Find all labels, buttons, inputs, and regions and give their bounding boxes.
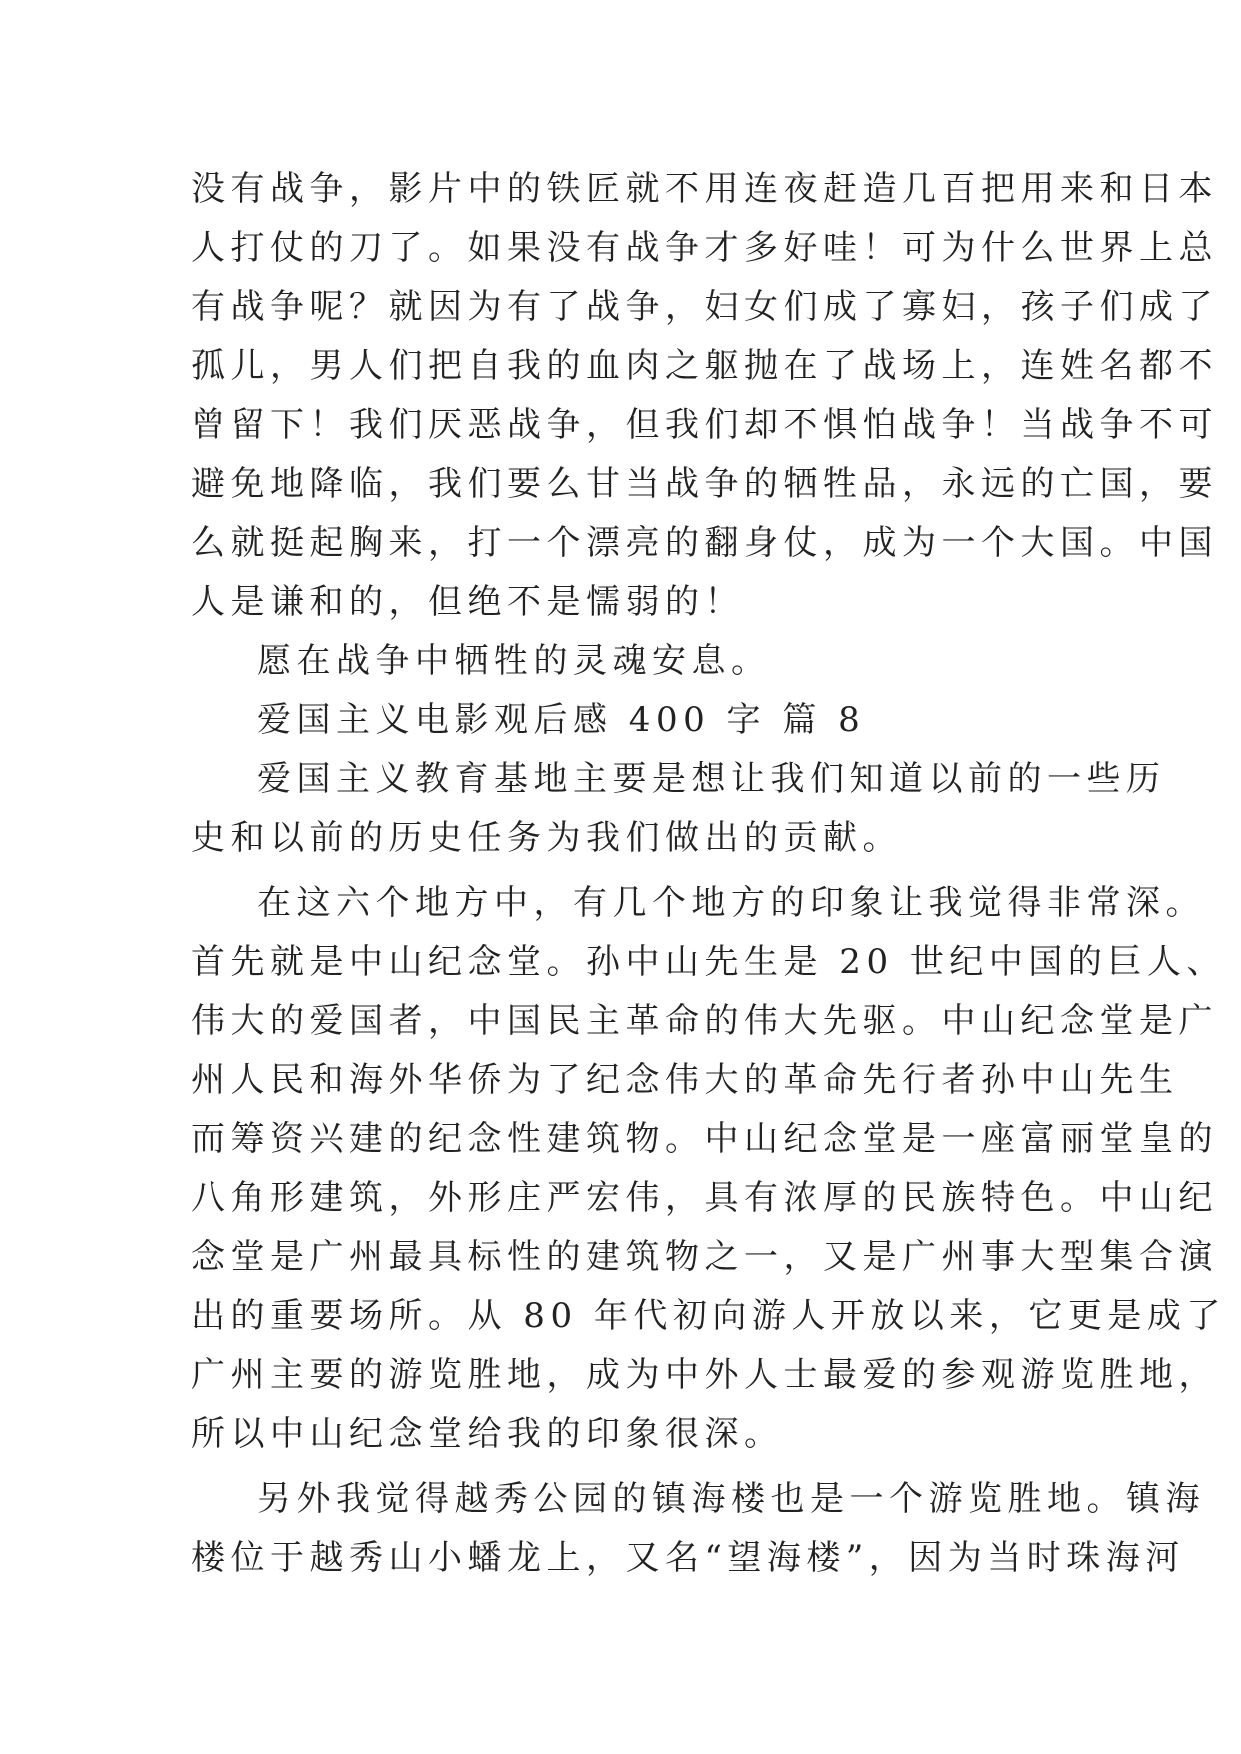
text-line: 孤儿，男人们把自我的血肉之躯抛在了战场上，连姓名都不 xyxy=(191,346,1218,386)
section-heading: 爱国主义电影观后感 400 字 篇 8 xyxy=(257,700,866,740)
text-line: 广州主要的游览胜地，成为中外人士最爱的参观游览胜地， xyxy=(191,1355,1218,1395)
text-line: 八角形建筑，外形庄严宏伟，具有浓厚的民族特色。中山纪 xyxy=(191,1178,1218,1218)
text-line: 没有战争，影片中的铁匠就不用连夜赶造几百把用来和日本 xyxy=(191,169,1218,209)
text-line: 爱国主义教育基地主要是想让我们知道以前的一些历 xyxy=(257,759,1166,799)
text-line: 州人民和海外华侨为了纪念伟大的革命先行者孙中山先生 xyxy=(191,1060,1179,1100)
text-line: 所以中山纪念堂给我的印象很深。 xyxy=(191,1414,784,1454)
text-line: 伟大的爱国者，中国民主革命的伟大先驱。中山纪念堂是广 xyxy=(191,1001,1218,1041)
text-line: 另外我觉得越秀公园的镇海楼也是一个游览胜地。镇海 xyxy=(257,1479,1205,1519)
text-line: 楼位于越秀山小蟠龙上，又名“望海楼”，因为当时珠海河 xyxy=(191,1538,1185,1578)
text-line: 出的重要场所。从 80 年代初向游人开放以来，它更是成了 xyxy=(191,1296,1226,1336)
text-line: 人是谦和的，但绝不是懦弱的！ xyxy=(191,582,744,622)
text-line: 有战争呢？就因为有了战争，妇女们成了寡妇，孩子们成了 xyxy=(191,287,1218,327)
text-line: 愿在战争中牺牲的灵魂安息。 xyxy=(257,641,771,681)
text-line: 而筹资兴建的纪念性建筑物。中山纪念堂是一座富丽堂皇的 xyxy=(191,1119,1218,1159)
text-line: 么就挺起胸来，打一个漂亮的翻身仗，成为一个大国。中国 xyxy=(191,523,1218,563)
text-line: 念堂是广州最具标性的建筑物之一，又是广州事大型集合演 xyxy=(191,1237,1218,1277)
text-line: 首先就是中山纪念堂。孙中山先生是 20 世纪中国的巨人、 xyxy=(191,942,1226,982)
text-line: 曾留下！我们厌恶战争，但我们却不惧怕战争！当战争不可 xyxy=(191,405,1218,445)
text-line: 人打仗的刀了。如果没有战争才多好哇！可为什么世界上总 xyxy=(191,228,1218,268)
text-line: 史和以前的历史任务为我们做出的贡献。 xyxy=(191,818,902,858)
text-line: 在这六个地方中，有几个地方的印象让我觉得非常深。 xyxy=(257,883,1205,923)
document-body xyxy=(191,160,1226,1588)
text-line: 避免地降临，我们要么甘当战争的牺牲品，永远的亡国，要 xyxy=(191,464,1218,504)
